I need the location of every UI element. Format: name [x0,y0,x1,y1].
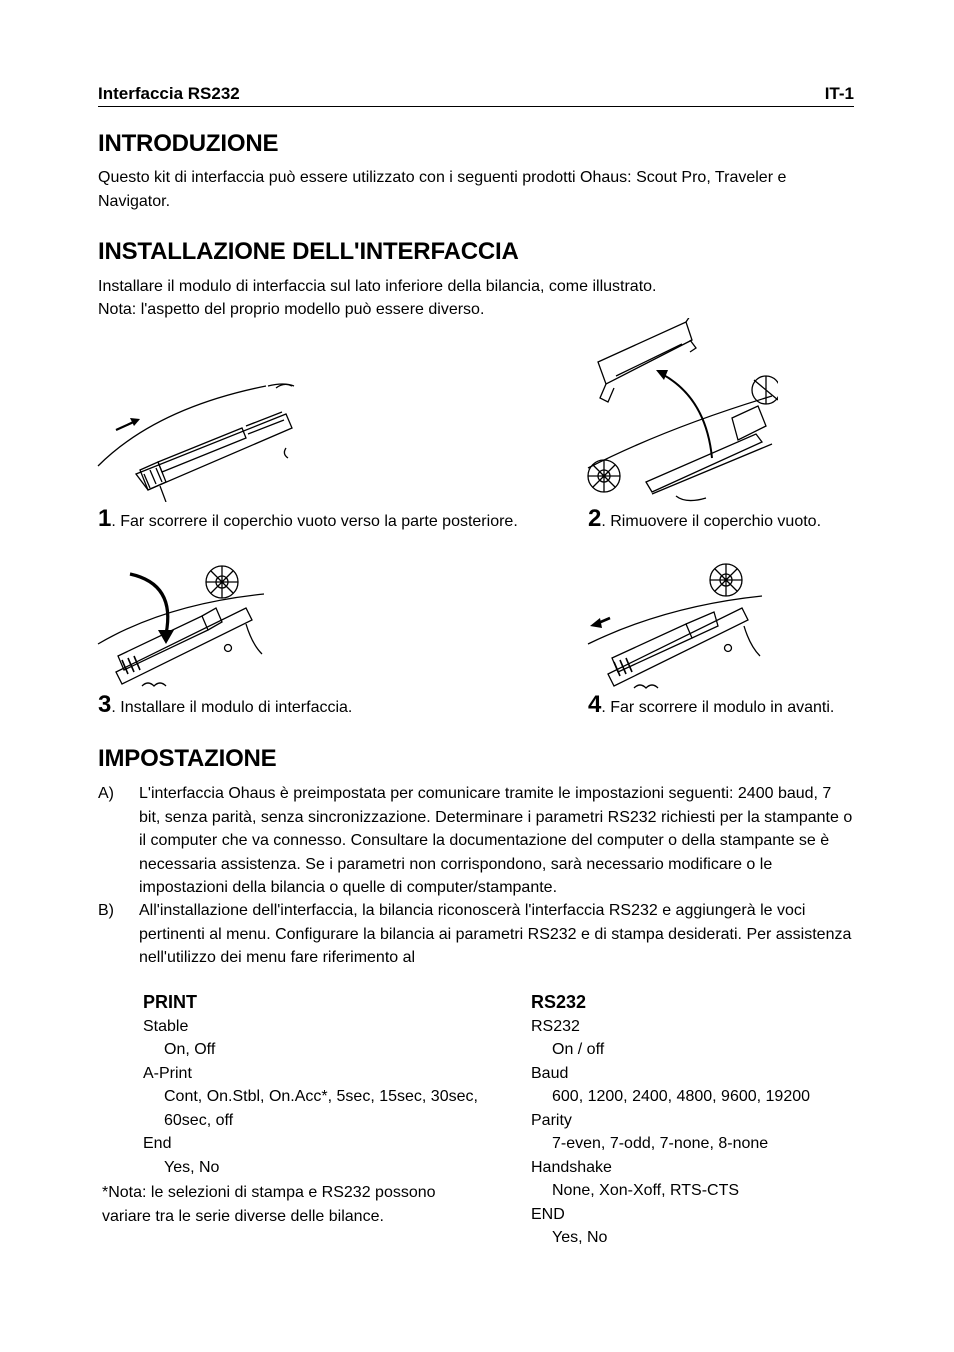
print-menu-title: PRINT [143,992,197,1012]
page-number: IT-1 [824,84,854,103]
item-a-text: L'interfaccia Ohaus è preimpostata per comunicare tramite le impostazioni seguenti: 2400 baud, 7 bit, senza parità, senza sincronizzazione. Determinare i parametri RS232 richiesti per la stampante o il computer che va connesso. Consultare la documentazione del computer o della stampante se è necessaria assistenza. Se i parametri non corrispondono, sarà necessario modificare o le impostazioni della bilancia o quelle di computer/stampante. [139,785,853,896]
step-1-text: . Far scorrere il coperchio vuoto verso la parte posteriore. [111,513,518,530]
rs232-end-options: Yes, No [552,1229,608,1246]
step-1-number: 1 [98,505,112,532]
step-4-illustration [586,556,766,690]
install-note: Nota: l'aspetto del proprio modello può essere diverso. [98,301,485,318]
rs232-item: RS232 [531,1017,580,1035]
item-a-marker: A) [98,785,114,802]
print-end-options: Yes, No [164,1158,220,1176]
step-1-caption [98,505,518,533]
item-b-marker: B) [98,902,114,919]
step-4-text: . Far scorrere il modulo in avanti. [601,699,835,716]
rs232-parity-options: 7-even, 7-odd, 7-none, 8-none [552,1135,769,1152]
step-2-caption [588,505,821,533]
rs232-parity: Parity [531,1111,572,1129]
setup-item-a [98,782,858,900]
step-4-number: 4 [588,691,602,718]
step-3-caption [98,691,352,719]
install-heading: INSTALLAZIONE DELL'INTERFACCIA [98,238,519,265]
print-stable: Stable [143,1017,189,1035]
item-b-text: All'installazione dell'interfaccia, la bilancia riconoscerà l'interfaccia RS232 e aggiungerà le voci pertinenti al menu. Configurare la bilancia ai parametri RS232 e di stampa desiderati. Per assistenza nell'utilizzo dei menu fare riferimento al [139,902,852,966]
step-3-number: 3 [98,691,112,718]
rs232-end: END [531,1205,565,1223]
setup-heading: IMPOSTAZIONE [98,745,277,772]
print-end: End [143,1135,172,1152]
step-2-illustration [586,318,778,504]
step-3-illustration [96,564,268,690]
rs232-menu-title: RS232 [531,992,587,1012]
rs232-item-options: On / off [552,1041,605,1058]
step-1-illustration [96,378,296,502]
print-note [102,1181,522,1229]
setup-item-b [98,899,858,971]
step-3-text: . Installare il modulo di interfaccia. [111,699,353,716]
step-2-number: 2 [588,505,602,532]
print-aprint-options-1: Cont, On.Stbl, On.Acc*, 5sec, 15sec, 30sec, [164,1088,478,1105]
page-header [98,84,854,107]
rs232-handshake: Handshake [531,1158,612,1176]
rs232-handshake-options: None, Xon-Xoff, RTS-CTS [552,1182,740,1199]
print-aprint-options-2: 60sec, off [164,1111,234,1129]
step-4-caption [588,691,834,719]
print-stable-options: On, Off [164,1041,216,1058]
intro-text: Questo kit di interfaccia può essere utilizzato con i seguenti prodotti Ohaus: Scout Pro, Traveler e Navigator. [98,169,787,210]
intro-heading: INTRODUZIONE [98,130,279,157]
print-aprint: A-Print [143,1064,192,1082]
header-title: Interfaccia RS232 [98,84,240,103]
step-2-text: . Rimuovere il coperchio vuoto. [601,513,822,530]
print-note-line-2: variare tra le serie diverse delle bilance. [102,1208,384,1225]
rs232-menu [531,991,861,1250]
print-note-line-1: *Nota: le selezioni di stampa e RS232 possono [102,1184,436,1201]
rs232-baud: Baud [531,1064,569,1082]
print-menu [143,991,523,1179]
rs232-baud-options: 600, 1200, 2400, 4800, 9600, 19200 [552,1088,811,1105]
install-line-1: Installare il modulo di interfaccia sul lato inferiore della bilancia, come illustrato. [98,278,657,295]
